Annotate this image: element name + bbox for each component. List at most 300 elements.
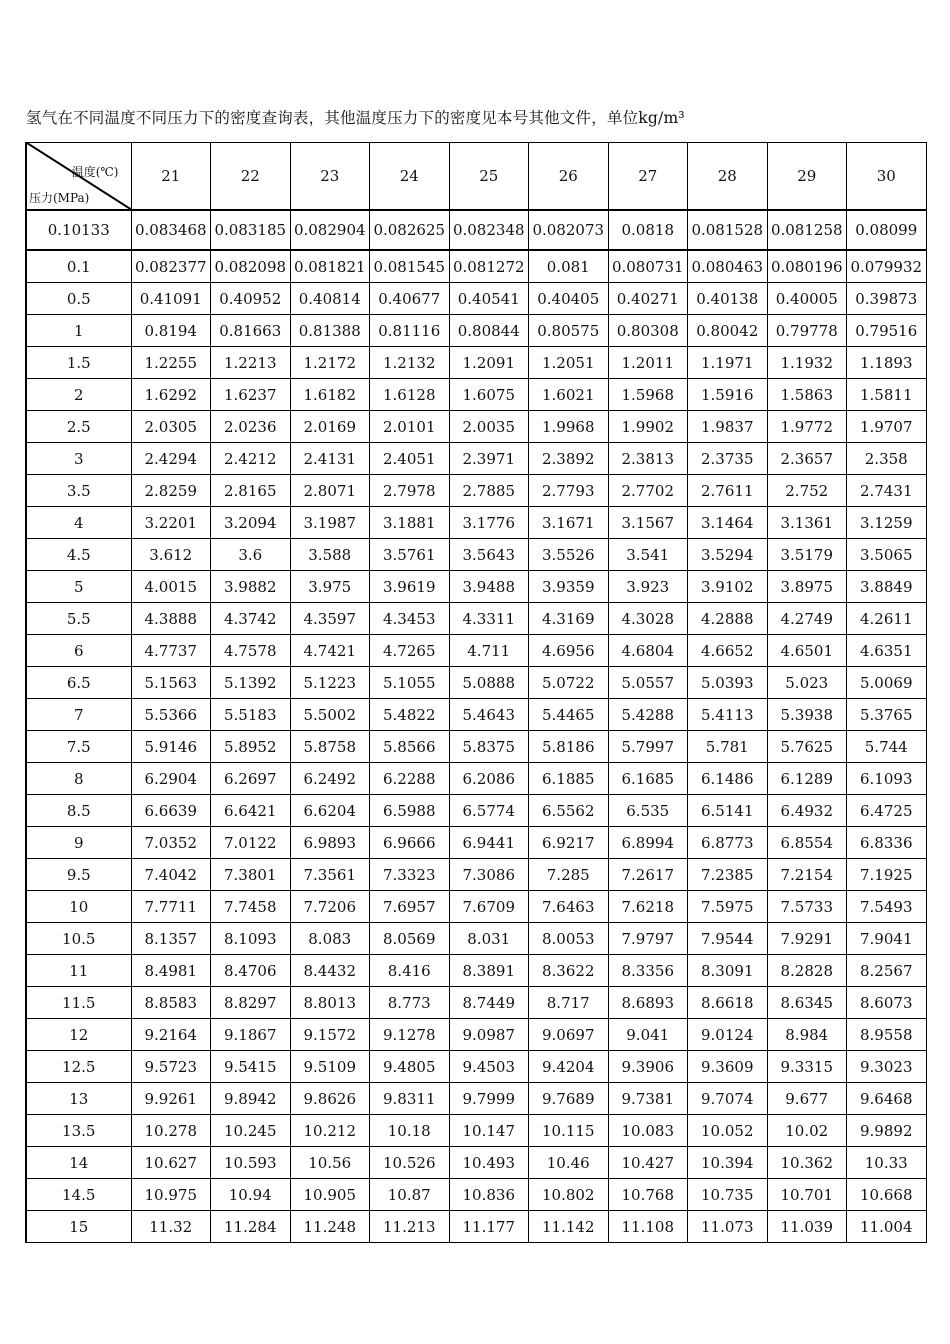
density-cell: 6.8336	[847, 827, 927, 859]
density-cell: 2.0305	[131, 411, 211, 443]
density-cell: 6.5141	[688, 795, 768, 827]
density-cell: 3.923	[608, 571, 688, 603]
corner-cell	[26, 143, 131, 211]
density-cell: 0.083468	[131, 210, 211, 250]
density-cell: 0.082904	[290, 210, 370, 250]
density-cell: 0.080463	[688, 250, 768, 283]
density-cell: 4.2888	[688, 603, 768, 635]
density-cell: 5.0888	[449, 667, 529, 699]
density-cell: 0.081545	[370, 250, 450, 283]
density-cell: 2.0035	[449, 411, 529, 443]
table-row	[26, 731, 926, 763]
density-cell: 2.3735	[688, 443, 768, 475]
pressure-cell: 3	[26, 443, 131, 475]
density-cell: 4.3742	[211, 603, 291, 635]
temperature-header: 29	[767, 143, 847, 211]
density-cell: 0.80575	[529, 315, 609, 347]
density-cell: 1.9707	[847, 411, 927, 443]
density-cell: 8.717	[529, 987, 609, 1019]
table-row	[26, 283, 926, 315]
density-cell: 11.004	[847, 1211, 927, 1243]
density-cell: 2.752	[767, 475, 847, 507]
density-cell: 10.975	[131, 1179, 211, 1211]
density-cell: 5.8186	[529, 731, 609, 763]
density-cell: 10.56	[290, 1147, 370, 1179]
density-cell: 6.535	[608, 795, 688, 827]
density-cell: 8.6345	[767, 987, 847, 1019]
density-cell: 11.142	[529, 1211, 609, 1243]
density-cell: 0.082377	[131, 250, 211, 283]
density-cell: 9.3315	[767, 1051, 847, 1083]
density-cell: 0.40138	[688, 283, 768, 315]
density-cell: 7.0352	[131, 827, 211, 859]
pressure-cell: 4.5	[26, 539, 131, 571]
density-cell: 7.9797	[608, 923, 688, 955]
density-cell: 3.5065	[847, 539, 927, 571]
density-cell: 0.40541	[449, 283, 529, 315]
density-cell: 2.7431	[847, 475, 927, 507]
density-cell: 3.8849	[847, 571, 927, 603]
pressure-cell: 3.5	[26, 475, 131, 507]
temperature-header: 27	[608, 143, 688, 211]
density-cell: 1.5811	[847, 379, 927, 411]
pressure-cell: 12.5	[26, 1051, 131, 1083]
density-cell: 0.083185	[211, 210, 291, 250]
density-cell: 10.593	[211, 1147, 291, 1179]
density-cell: 8.4981	[131, 955, 211, 987]
density-cell: 5.744	[847, 731, 927, 763]
density-cell: 2.4051	[370, 443, 450, 475]
density-cell: 6.9893	[290, 827, 370, 859]
density-cell: 7.7458	[211, 891, 291, 923]
density-cell: 2.7793	[529, 475, 609, 507]
density-cell: 7.0122	[211, 827, 291, 859]
table-row	[26, 210, 926, 250]
pressure-cell: 0.5	[26, 283, 131, 315]
density-cell: 8.9558	[847, 1019, 927, 1051]
density-cell: 10.18	[370, 1115, 450, 1147]
pressure-cell: 2.5	[26, 411, 131, 443]
pressure-cell: 8.5	[26, 795, 131, 827]
table-row	[26, 347, 926, 379]
pressure-cell: 5.5	[26, 603, 131, 635]
density-cell: 5.4288	[608, 699, 688, 731]
density-cell: 6.2904	[131, 763, 211, 795]
table-row	[26, 250, 926, 283]
density-cell: 10.115	[529, 1115, 609, 1147]
density-cell: 5.9146	[131, 731, 211, 763]
density-cell: 1.6075	[449, 379, 529, 411]
density-cell: 2.7885	[449, 475, 529, 507]
density-cell: 4.3453	[370, 603, 450, 635]
density-cell: 2.4294	[131, 443, 211, 475]
density-cell: 3.588	[290, 539, 370, 571]
density-cell: 10.627	[131, 1147, 211, 1179]
table-row	[26, 859, 926, 891]
density-cell: 11.284	[211, 1211, 291, 1243]
density-cell: 5.4113	[688, 699, 768, 731]
pressure-cell: 6.5	[26, 667, 131, 699]
table-row	[26, 923, 926, 955]
density-cell: 10.905	[290, 1179, 370, 1211]
pressure-cell: 6	[26, 635, 131, 667]
density-cell: 3.1881	[370, 507, 450, 539]
density-cell: 3.6	[211, 539, 291, 571]
density-cell: 5.5002	[290, 699, 370, 731]
density-cell: 0.80042	[688, 315, 768, 347]
density-cell: 7.2154	[767, 859, 847, 891]
density-cell: 1.6292	[131, 379, 211, 411]
density-cell: 9.1278	[370, 1019, 450, 1051]
density-cell: 4.3311	[449, 603, 529, 635]
density-cell: 11.073	[688, 1211, 768, 1243]
density-cell: 10.94	[211, 1179, 291, 1211]
density-cell: 3.975	[290, 571, 370, 603]
density-cell: 6.2288	[370, 763, 450, 795]
density-cell: 6.5562	[529, 795, 609, 827]
density-cell: 0.79778	[767, 315, 847, 347]
table-row	[26, 603, 926, 635]
density-cell: 5.1223	[290, 667, 370, 699]
table-row	[26, 1179, 926, 1211]
density-cell: 5.1563	[131, 667, 211, 699]
density-cell: 9.4204	[529, 1051, 609, 1083]
density-cell: 6.2492	[290, 763, 370, 795]
density-cell: 7.3561	[290, 859, 370, 891]
pressure-cell: 11	[26, 955, 131, 987]
density-cell: 8.0053	[529, 923, 609, 955]
density-cell: 3.1987	[290, 507, 370, 539]
density-cell: 1.6237	[211, 379, 291, 411]
table-row	[26, 315, 926, 347]
density-cell: 11.32	[131, 1211, 211, 1243]
density-cell: 10.427	[608, 1147, 688, 1179]
density-cell: 1.5863	[767, 379, 847, 411]
density-cell: 10.493	[449, 1147, 529, 1179]
density-cell: 4.2749	[767, 603, 847, 635]
density-cell: 4.2611	[847, 603, 927, 635]
density-cell: 8.984	[767, 1019, 847, 1051]
density-cell: 7.2617	[608, 859, 688, 891]
density-cell: 6.9217	[529, 827, 609, 859]
density-cell: 9.1572	[290, 1019, 370, 1051]
density-cell: 6.8994	[608, 827, 688, 859]
density-cell: 2.3892	[529, 443, 609, 475]
density-cell: 8.8583	[131, 987, 211, 1019]
density-cell: 0.81388	[290, 315, 370, 347]
density-cell: 0.081	[529, 250, 609, 283]
density-cell: 8.773	[370, 987, 450, 1019]
density-cell: 5.781	[688, 731, 768, 763]
density-cell: 3.2201	[131, 507, 211, 539]
density-cell: 8.6618	[688, 987, 768, 1019]
density-cell: 7.6957	[370, 891, 450, 923]
table-row	[26, 1019, 926, 1051]
density-cell: 2.3657	[767, 443, 847, 475]
density-cell: 6.1885	[529, 763, 609, 795]
density-cell: 1.9902	[608, 411, 688, 443]
density-cell: 10.768	[608, 1179, 688, 1211]
pressure-cell: 8	[26, 763, 131, 795]
density-cell: 6.9666	[370, 827, 450, 859]
density-cell: 10.668	[847, 1179, 927, 1211]
density-cell: 3.9488	[449, 571, 529, 603]
density-cell: 9.6468	[847, 1083, 927, 1115]
table-row	[26, 891, 926, 923]
density-cell: 4.7265	[370, 635, 450, 667]
density-cell: 10.701	[767, 1179, 847, 1211]
density-cell: 5.1055	[370, 667, 450, 699]
density-cell: 6.8773	[688, 827, 768, 859]
density-cell: 1.6182	[290, 379, 370, 411]
density-cell: 0.40005	[767, 283, 847, 315]
density-cell: 1.9772	[767, 411, 847, 443]
density-cell: 5.5366	[131, 699, 211, 731]
table-row	[26, 987, 926, 1019]
density-cell: 10.802	[529, 1179, 609, 1211]
density-cell: 0.40952	[211, 283, 291, 315]
density-cell: 6.1486	[688, 763, 768, 795]
density-cell: 9.3609	[688, 1051, 768, 1083]
pressure-cell: 15	[26, 1211, 131, 1243]
density-cell: 8.6073	[847, 987, 927, 1019]
pressure-cell: 1	[26, 315, 131, 347]
density-cell: 9.1867	[211, 1019, 291, 1051]
density-cell: 1.2091	[449, 347, 529, 379]
pressure-cell: 0.10133	[26, 210, 131, 250]
density-cell: 5.0557	[608, 667, 688, 699]
density-cell: 10.212	[290, 1115, 370, 1147]
density-cell: 10.87	[370, 1179, 450, 1211]
density-cell: 4.6804	[608, 635, 688, 667]
density-cell: 9.0697	[529, 1019, 609, 1051]
table-row	[26, 443, 926, 475]
density-cell: 9.8311	[370, 1083, 450, 1115]
density-cell: 7.4042	[131, 859, 211, 891]
density-cell: 5.8375	[449, 731, 529, 763]
density-cell: 10.245	[211, 1115, 291, 1147]
density-cell: 1.5916	[688, 379, 768, 411]
density-cell: 9.5109	[290, 1051, 370, 1083]
density-cell: 10.836	[449, 1179, 529, 1211]
header-row	[26, 143, 926, 211]
density-cell: 9.4805	[370, 1051, 450, 1083]
density-cell: 9.8942	[211, 1083, 291, 1115]
density-cell: 4.711	[449, 635, 529, 667]
density-cell: 10.278	[131, 1115, 211, 1147]
pressure-cell: 13.5	[26, 1115, 131, 1147]
density-cell: 0.082098	[211, 250, 291, 283]
density-cell: 4.0015	[131, 571, 211, 603]
density-cell: 0.082348	[449, 210, 529, 250]
density-cell: 3.612	[131, 539, 211, 571]
density-cell: 7.6463	[529, 891, 609, 923]
temperature-header: 26	[529, 143, 609, 211]
density-cell: 5.4465	[529, 699, 609, 731]
density-cell: 8.3891	[449, 955, 529, 987]
pressure-cell: 1.5	[26, 347, 131, 379]
density-cell: 11.177	[449, 1211, 529, 1243]
density-cell: 0.082073	[529, 210, 609, 250]
density-cell: 4.7578	[211, 635, 291, 667]
density-cell: 4.7421	[290, 635, 370, 667]
density-cell: 1.6128	[370, 379, 450, 411]
density-cell: 5.8952	[211, 731, 291, 763]
density-cell: 4.3028	[608, 603, 688, 635]
density-cell: 7.9544	[688, 923, 768, 955]
table-row	[26, 571, 926, 603]
density-cell: 0.80844	[449, 315, 529, 347]
density-cell: 9.9892	[847, 1115, 927, 1147]
density-cell: 0.81663	[211, 315, 291, 347]
density-cell: 2.0169	[290, 411, 370, 443]
density-cell: 10.735	[688, 1179, 768, 1211]
density-table	[25, 142, 927, 1243]
density-cell: 9.4503	[449, 1051, 529, 1083]
temperature-header: 25	[449, 143, 529, 211]
density-cell: 7.1925	[847, 859, 927, 891]
density-cell: 2.7702	[608, 475, 688, 507]
density-cell: 6.8554	[767, 827, 847, 859]
density-cell: 3.5643	[449, 539, 529, 571]
density-cell: 3.1361	[767, 507, 847, 539]
pressure-cell: 0.1	[26, 250, 131, 283]
density-cell: 8.8013	[290, 987, 370, 1019]
density-cell: 0.080731	[608, 250, 688, 283]
density-cell: 0.08099	[847, 210, 927, 250]
table-row	[26, 411, 926, 443]
density-cell: 8.4432	[290, 955, 370, 987]
table-row	[26, 1083, 926, 1115]
density-cell: 4.3169	[529, 603, 609, 635]
temperature-header: 21	[131, 143, 211, 211]
density-cell: 10.46	[529, 1147, 609, 1179]
pressure-cell: 5	[26, 571, 131, 603]
density-cell: 0.39873	[847, 283, 927, 315]
density-cell: 1.5968	[608, 379, 688, 411]
density-cell: 5.1392	[211, 667, 291, 699]
density-cell: 7.3086	[449, 859, 529, 891]
density-cell: 9.5723	[131, 1051, 211, 1083]
density-cell: 9.3906	[608, 1051, 688, 1083]
density-cell: 6.6421	[211, 795, 291, 827]
pressure-cell: 4	[26, 507, 131, 539]
pressure-cell: 10	[26, 891, 131, 923]
density-cell: 10.147	[449, 1115, 529, 1147]
table-row	[26, 795, 926, 827]
density-cell: 7.9291	[767, 923, 847, 955]
density-cell: 2.8165	[211, 475, 291, 507]
density-cell: 2.358	[847, 443, 927, 475]
density-cell: 8.6893	[608, 987, 688, 1019]
density-cell: 10.526	[370, 1147, 450, 1179]
table-row	[26, 1211, 926, 1243]
density-cell: 10.052	[688, 1115, 768, 1147]
pressure-cell: 9.5	[26, 859, 131, 891]
temperature-header: 30	[847, 143, 927, 211]
density-cell: 0.79516	[847, 315, 927, 347]
pressure-cell: 13	[26, 1083, 131, 1115]
density-cell: 6.5988	[370, 795, 450, 827]
density-cell: 11.108	[608, 1211, 688, 1243]
density-cell: 8.083	[290, 923, 370, 955]
density-cell: 5.023	[767, 667, 847, 699]
density-cell: 4.6956	[529, 635, 609, 667]
density-cell: 6.1289	[767, 763, 847, 795]
table-row	[26, 539, 926, 571]
density-cell: 4.3597	[290, 603, 370, 635]
density-cell: 5.0393	[688, 667, 768, 699]
density-cell: 5.8566	[370, 731, 450, 763]
temperature-header: 23	[290, 143, 370, 211]
table-row	[26, 1115, 926, 1147]
density-cell: 0.40271	[608, 283, 688, 315]
density-cell: 9.3023	[847, 1051, 927, 1083]
density-cell: 4.3888	[131, 603, 211, 635]
density-cell: 1.2132	[370, 347, 450, 379]
density-cell: 5.4822	[370, 699, 450, 731]
density-cell: 7.5975	[688, 891, 768, 923]
density-cell: 11.248	[290, 1211, 370, 1243]
density-cell: 5.3765	[847, 699, 927, 731]
density-cell: 5.8758	[290, 731, 370, 763]
table-row	[26, 667, 926, 699]
density-cell: 9.041	[608, 1019, 688, 1051]
density-cell: 8.031	[449, 923, 529, 955]
density-cell: 9.7074	[688, 1083, 768, 1115]
density-cell: 7.3323	[370, 859, 450, 891]
density-cell: 9.5415	[211, 1051, 291, 1083]
density-cell: 9.677	[767, 1083, 847, 1115]
density-cell: 7.6709	[449, 891, 529, 923]
density-cell: 3.1776	[449, 507, 529, 539]
density-cell: 0.40677	[370, 283, 450, 315]
density-cell: 3.5179	[767, 539, 847, 571]
density-cell: 3.541	[608, 539, 688, 571]
density-cell: 0.81116	[370, 315, 450, 347]
density-cell: 10.33	[847, 1147, 927, 1179]
density-cell: 8.1357	[131, 923, 211, 955]
pressure-cell: 9	[26, 827, 131, 859]
density-cell: 6.2697	[211, 763, 291, 795]
density-cell: 2.4212	[211, 443, 291, 475]
density-cell: 0.0818	[608, 210, 688, 250]
density-cell: 8.2567	[847, 955, 927, 987]
density-cell: 11.213	[370, 1211, 450, 1243]
density-cell: 2.7978	[370, 475, 450, 507]
density-cell: 5.5183	[211, 699, 291, 731]
density-cell: 4.6351	[847, 635, 927, 667]
density-cell: 8.8297	[211, 987, 291, 1019]
density-cell: 6.6204	[290, 795, 370, 827]
density-cell: 0.080196	[767, 250, 847, 283]
density-cell: 7.5733	[767, 891, 847, 923]
density-cell: 2.3971	[449, 443, 529, 475]
density-cell: 3.9882	[211, 571, 291, 603]
density-cell: 9.7689	[529, 1083, 609, 1115]
density-cell: 1.2051	[529, 347, 609, 379]
density-cell: 3.5761	[370, 539, 450, 571]
density-cell: 9.0987	[449, 1019, 529, 1051]
density-cell: 9.7381	[608, 1083, 688, 1115]
density-cell: 3.5294	[688, 539, 768, 571]
density-cell: 6.5774	[449, 795, 529, 827]
density-cell: 1.9837	[688, 411, 768, 443]
density-cell: 3.1671	[529, 507, 609, 539]
density-cell: 8.7449	[449, 987, 529, 1019]
density-cell: 8.1093	[211, 923, 291, 955]
table-row	[26, 955, 926, 987]
